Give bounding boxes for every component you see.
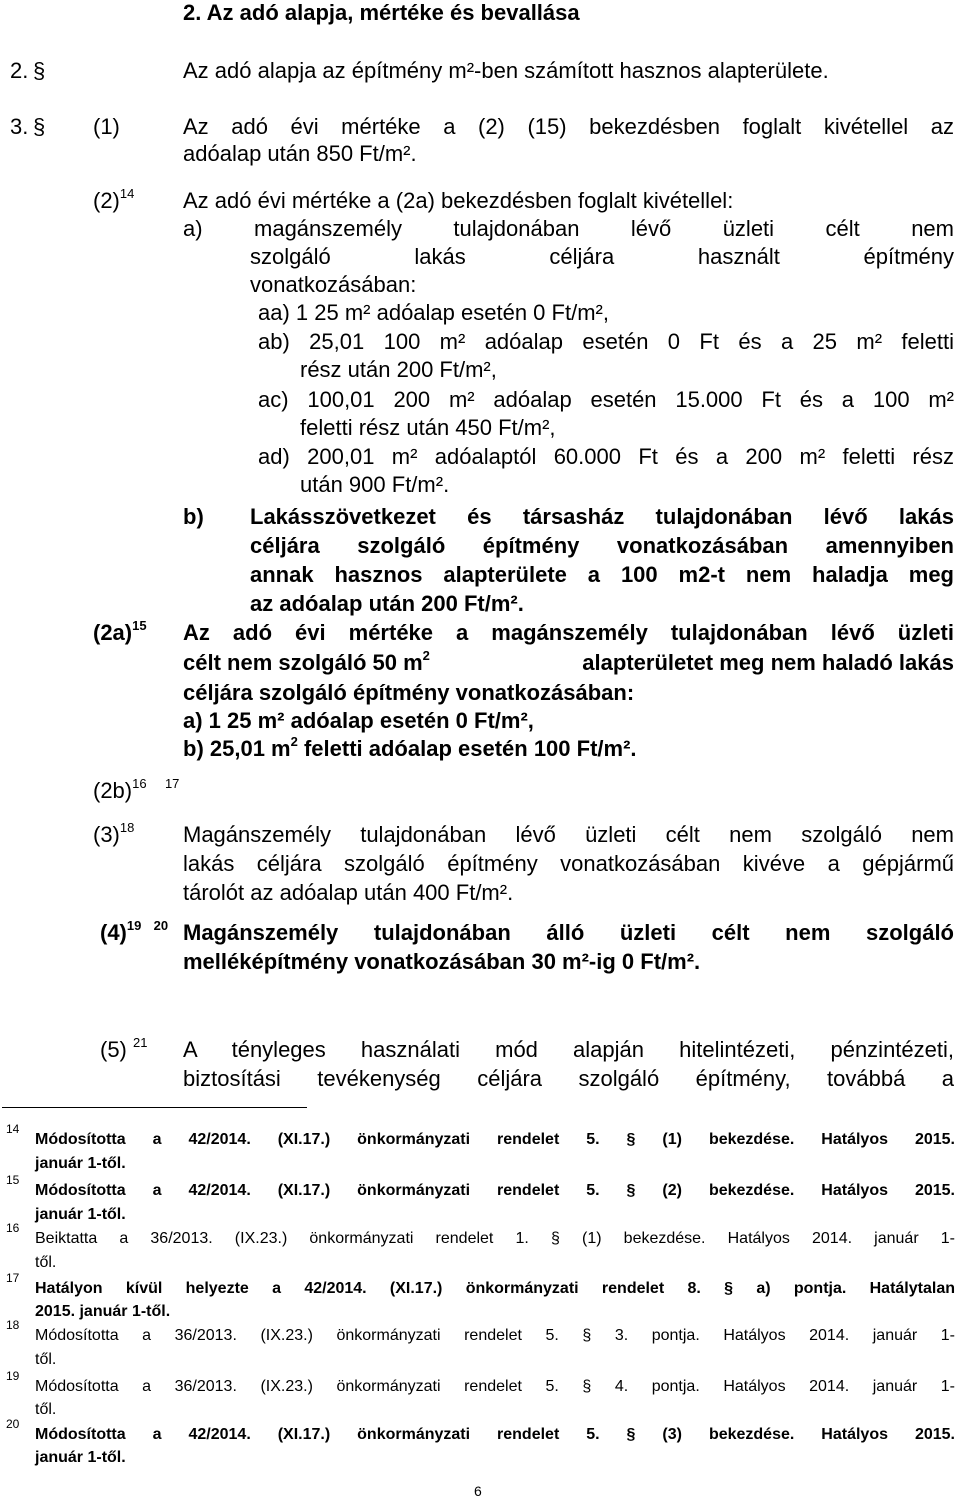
paragraph-2-line: Az adó évi mértéke a (2a) bekezdésben foglalt kivétellel: <box>183 188 734 213</box>
paragraph-label: (5) <box>100 1037 127 1062</box>
paragraph-2-line: után 900 Ft/m². <box>300 472 450 497</box>
section-heading: 2. Az adó alapja, mértéke és bevallása <box>183 0 580 25</box>
footnote-number: 17 <box>6 1271 20 1285</box>
paragraph-2-label <box>93 188 134 214</box>
paragraph-label: (3) <box>93 822 120 847</box>
paragraph-3-line: tárolót az adóalap után 400 Ft/m². <box>183 880 514 905</box>
text-run: alapterületet meg nem haladó lakás <box>582 650 954 675</box>
footnote-separator <box>2 1107 307 1108</box>
paragraph-3-line: Magánszemély tulajdonában lévő üzleti célt nem szolgáló nem <box>183 822 954 847</box>
footnote-number: 18 <box>6 1318 20 1332</box>
footnote-text: 2015. január 1-től. <box>35 1303 171 1320</box>
paragraph-2a-line: Az adó évi mértéke a magánszemély tulajdonában lévő üzleti <box>183 620 954 645</box>
paragraph-4-line: Magánszemély tulajdonában álló üzleti célt nem szolgáló <box>183 920 954 945</box>
paragraph-label: (4) <box>100 920 127 945</box>
footnote-ref: 14 <box>119 186 135 201</box>
paragraph-2-line: vonatkozásában: <box>250 272 417 297</box>
paragraph-4-label <box>100 920 168 946</box>
paragraph-1-label: (1) <box>93 114 120 139</box>
page-number: 6 <box>474 1483 482 1499</box>
footnote-text: től. <box>35 1401 57 1418</box>
footnote-text: Módosította a 36/2013. (IX.23.) önkormányzati rendelet 5. § 3. pontja. Hatályos 2014. január 1- <box>35 1327 955 1344</box>
paragraph-2a-line <box>183 650 954 676</box>
superscript: 2 <box>422 648 430 663</box>
paragraph-1-line: adóalap után 850 Ft/m². <box>183 141 417 166</box>
footnote-ref: 17 <box>164 776 180 791</box>
superscript: 2 <box>290 734 298 749</box>
paragraph-2-line: a) magánszemély tulajdonában lévő üzleti célt nem <box>183 216 954 241</box>
paragraph-2-line: annak hasznos alapterülete a 100 m2-t nem haladja meg <box>250 562 954 587</box>
footnote-text: január 1-től. <box>35 1155 126 1172</box>
text-run: feletti adóalap esetén 100 Ft/m². <box>303 736 637 761</box>
footnote-number: 14 <box>6 1122 20 1136</box>
footnote-text: január 1-től. <box>35 1206 126 1223</box>
paragraph-2b-label <box>93 778 179 804</box>
footnote-ref: 20 <box>153 918 169 933</box>
footnote-text: től. <box>35 1254 57 1271</box>
footnote-text: január 1-től. <box>35 1449 126 1466</box>
section-2-number: 2. <box>10 58 29 83</box>
paragraph-label: (2b) <box>93 778 133 803</box>
footnote-text: Módosította a 42/2014. (XI.17.) önkormányzati rendelet 5. § (3) bekezdése. Hatályos 2015. <box>35 1426 955 1443</box>
footnote-number: 19 <box>6 1369 20 1383</box>
paragraph-2-line: céljára szolgáló építmény vonatkozásában amennyiben <box>250 533 954 558</box>
footnote-number: 16 <box>6 1221 20 1235</box>
paragraph-2-line: ac) 100,01 200 m² adóalap esetén 15.000 Ft és a 100 m² <box>258 387 954 412</box>
paragraph-2-line: rész után 200 Ft/m², <box>300 357 497 382</box>
footnote-ref: 18 <box>119 820 135 835</box>
paragraph-label: (2a) <box>93 620 133 645</box>
footnote-text: Módosította a 42/2014. (XI.17.) önkormányzati rendelet 5. § (1) bekezdése. Hatályos 2015. <box>35 1131 955 1148</box>
paragraph-2-line: aa) 1 25 m² adóalap esetén 0 Ft/m², <box>258 300 609 325</box>
paragraph-2-line: feletti rész után 450 Ft/m², <box>300 415 556 440</box>
paragraph-2-line: Lakásszövetkezet és társasház tulajdonában lévő lakás <box>250 504 954 529</box>
paragraph-5-line: biztosítási tevékenység céljára szolgáló építmény, továbbá a <box>183 1066 954 1091</box>
paragraph-2a-label <box>93 620 147 646</box>
paragraph-5-label <box>100 1037 147 1063</box>
footnote-text: Módosította a 42/2014. (XI.17.) önkormányzati rendelet 5. § (2) bekezdése. Hatályos 2015. <box>35 1182 955 1199</box>
section-3-paragraph-sign: § <box>33 114 46 139</box>
paragraph-5-line: A tényleges használati mód alapján hitelintézeti, pénzintézeti, <box>183 1037 954 1062</box>
footnote-ref: 19 <box>126 918 142 933</box>
section-2-text: Az adó alapja az építmény m²-ben számított hasznos alapterülete. <box>183 58 829 83</box>
paragraph-2-line: ab) 25,01 100 m² adóalap esetén 0 Ft és a 25 m² feletti <box>258 329 954 354</box>
footnote-text: Hatályon kívül helyezte a 42/2014. (XI.17.) önkormányzati rendelet 8. § a) pontja. Hatálytalan <box>35 1280 955 1297</box>
paragraph-3-label <box>93 822 134 848</box>
section-2-paragraph-sign: § <box>33 58 46 83</box>
paragraph-2-line: ad) 200,01 m² adóalaptól 60.000 Ft és a 200 m² feletti rész <box>258 444 954 469</box>
paragraph-1-line: Az adó évi mértéke a (2) (15) bekezdésben foglalt kivétellel az <box>183 114 954 139</box>
footnote-ref: 16 <box>132 776 147 791</box>
paragraph-2-line: az adóalap után 200 Ft/m². <box>250 591 524 616</box>
paragraph-2a-line <box>183 736 637 762</box>
paragraph-3-line: lakás céljára szolgáló építmény vonatkozásában kivéve a gépjármű <box>183 851 954 876</box>
footnote-number: 20 <box>6 1417 20 1431</box>
paragraph-4-line: melléképítmény vonatkozásában 30 m²-ig 0 Ft/m². <box>183 949 701 974</box>
footnote-number: 15 <box>6 1173 20 1187</box>
paragraph-2-line: szolgáló lakás céljára használt építmény <box>250 244 954 269</box>
text-run: célt nem szolgáló 50 m <box>183 650 423 675</box>
footnote-text: Módosította a 36/2013. (IX.23.) önkormányzati rendelet 5. § 4. pontja. Hatályos 2014. január 1- <box>35 1378 955 1395</box>
paragraph-2a-line: céljára szolgáló építmény vonatkozásában: <box>183 680 635 705</box>
footnote-text: től. <box>35 1351 57 1368</box>
paragraph-2-line: b) <box>183 504 204 529</box>
footnote-ref: 21 <box>133 1035 148 1050</box>
footnote-ref: 15 <box>132 618 147 633</box>
paragraph-2a-line: a) 1 25 m² adóalap esetén 0 Ft/m², <box>183 708 534 733</box>
text-run: b) 25,01 m <box>183 736 291 761</box>
paragraph-label: (2) <box>93 188 120 213</box>
footnote-text: Beiktatta a 36/2013. (IX.23.) önkormányzati rendelet 1. § (1) bekezdése. Hatályos 2014. január 1- <box>35 1230 955 1247</box>
section-3-number: 3. <box>10 114 29 139</box>
